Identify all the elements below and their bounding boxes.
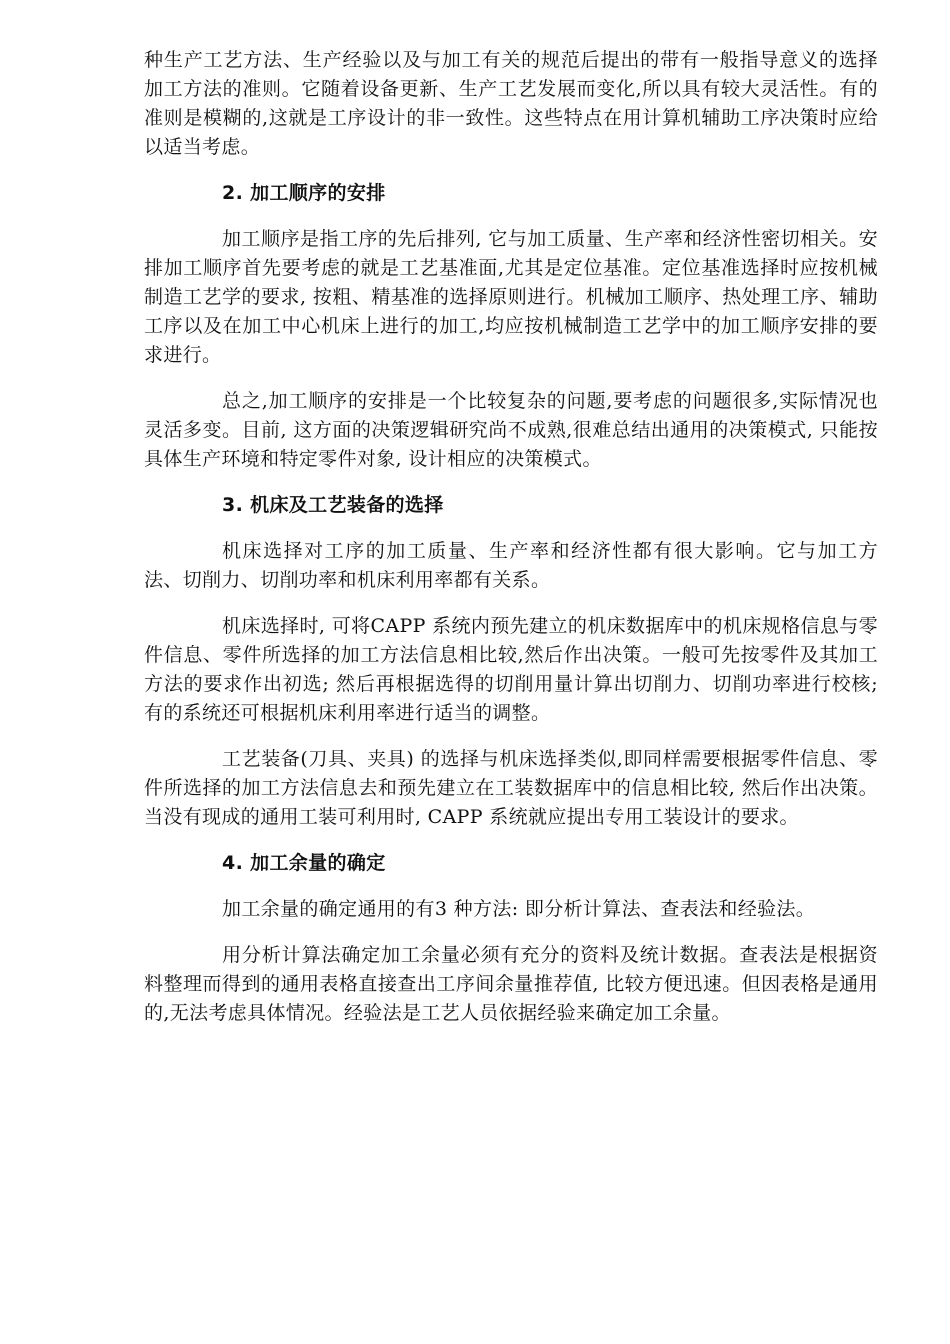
paragraph-machine-tool-impact: 机床选择对工序的加工质量、生产率和经济性都有很大影响。它与加工方法、切削力、切削功率和机床利用率都有关系。: [144, 540, 878, 591]
paragraph-allowance-details: 用分析计算法确定加工余量必须有充分的资料及统计数据。查表法是根据资料整理而得到的通用表格直接查出工序间余量推荐值, 比较方便迅速。但因表格是通用的,无法考虑具体情况。经验法是工艺人员依据经验来确定加工余量。: [144, 944, 878, 1024]
document-body: [144, 46, 878, 1028]
paragraph-machine-tool-database: 机床选择时, 可将CAPP 系统内预先建立的机床数据库中的机床规格信息与零件信息、零件所选择的加工方法信息相比较,然后作出决策。一般可先按零件及其加工方法的要求作出初选; 然后再根据选得的切削用量计算出切削力、切削功率进行校核; 有的系统还可根据机床利用率进行适当的调整。: [144, 615, 878, 724]
paragraph-sequence-summary: 总之,加工顺序的安排是一个比较复杂的问题,要考虑的问题很多,实际情况也灵活多变。目前, 这方面的决策逻辑研究尚不成熟,很难总结出通用的决策模式, 只能按具体生产环境和特定零件对象, 设计相应的决策模式。: [144, 390, 878, 470]
section-heading-allowance: 4. 加工余量的确定: [222, 852, 386, 874]
paragraph-tooling-selection: 工艺装备(刀具、夹具) 的选择与机床选择类似,即同样需要根据零件信息、零件所选择的加工方法信息去和预先建立在工装数据库中的信息相比较, 然后作出决策。当没有现成的通用工装可利用时, CAPP 系统就应提出专用工装设计的要求。: [144, 748, 878, 828]
paragraph-continuation: 种生产工艺方法、生产经验以及与加工有关的规范后提出的带有一般指导意义的选择加工方法的准则。它随着设备更新、生产工艺发展而变化,所以具有较大灵活性。有的准则是模糊的,这就是工序设计的非一致性。这些特点在用计算机辅助工序决策时应给以适当考虑。: [144, 49, 878, 158]
section-heading-machine-tool-selection: 3. 机床及工艺装备的选择: [222, 494, 444, 516]
paragraph-machining-sequence: 加工顺序是指工序的先后排列, 它与加工质量、生产率和经济性密切相关。安排加工顺序首先要考虑的就是工艺基准面,尤其是定位基准。定位基准选择时应按机械制造工艺学的要求, 按粗、精基准的选择原则进行。机械加工顺序、热处理工序、辅助工序以及在加工中心机床上进行的加工,均应按机械制造工艺学中的加工顺序安排的要求进行。: [144, 228, 878, 366]
section-heading-machining-sequence: 2. 加工顺序的安排: [222, 182, 386, 204]
paragraph-allowance-methods: 加工余量的确定通用的有3 种方法: 即分析计算法、查表法和经验法。: [222, 898, 816, 920]
